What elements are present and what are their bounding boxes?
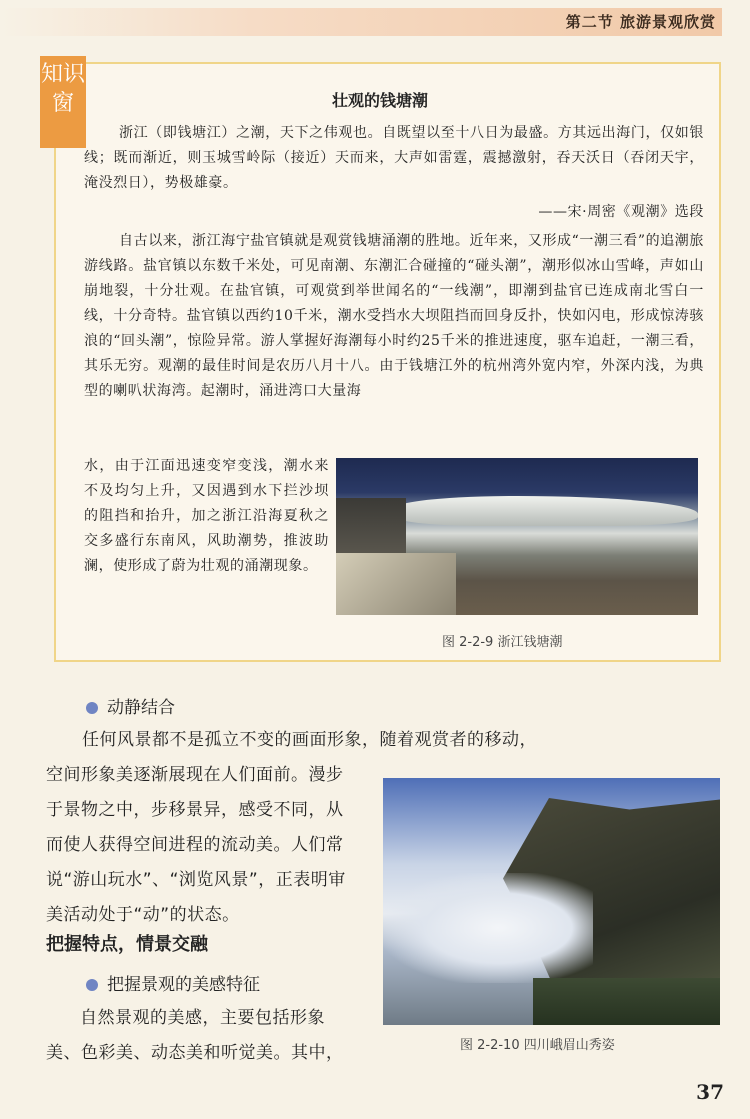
body-paragraph-2: 空间形象美逐渐展现在人们面前。漫步于景物之中，步移景异，感受不同，从而使人获得空间进程的流动美。人们常说“游山玩水”、“浏览风景”，正表明审美活动处于“动”的状态。	[46, 765, 346, 925]
knowledge-window-tag: 知识窗	[40, 56, 86, 148]
body-paragraph-1: 任何风景都不是孤立不变的画面形象，随着观赏者的移动，	[82, 730, 537, 750]
tide-description-continued: 水，由于江面迅速变窄变浅，潮水来不及均匀上升，又因遇到水下拦沙坝的阻挡和抬升，加之浙江沿海夏秋之交多盛行东南风，风助潮势，推波助澜，使形成了蔚为壮观的涌潮现象。	[84, 458, 329, 574]
section-heading: 把握特点，情景交融	[46, 934, 208, 955]
classical-quote: 浙江（即钱塘江）之潮，天下之伟观也。自既望以至十八日为最盛。方其远出海门，仅如银线；既而渐近，则玉城雪岭际（接近）天而来，大声如雷霆，震撼激射，吞天沃日（吞闭天宇，淹没烈日），势极雄豪。	[84, 125, 704, 191]
bullet-aesthetic-features	[86, 970, 260, 995]
bullet-dot-icon	[86, 702, 98, 714]
tide-description: 自古以来，浙江海宁盐官镇就是观赏钱塘涌潮的胜地。近年来，又形成“一潮三看”的追潮旅游线路。盐官镇以东数千米处，可见南潮、东潮汇合碰撞的“碰头潮”，潮形似冰山雪峰，声如山崩地裂，十分壮观。在盐官镇，可观赏到举世闻名的“一线潮”，即潮到盐官已连成南北雪白一线，十分奇特。盐官镇以西约10千米，潮水受挡水大坝阻挡而回身反扑，快如闪电，形成惊涛骇浪的“回头潮”，惊险异常。游人掌握好海潮每小时约25千米的推进速度，驱车追赶，一潮三看，其乐无穷。观潮的最佳时间是农历八月十八。由于钱塘江外的杭州湾外宽内窄，外深内浅，为典型的喇叭状海湾。起潮时，涌进湾口大量海	[84, 233, 704, 399]
bullet-label: 动静结合	[107, 698, 175, 718]
figure-caption-tide: 图 2-2-9 浙江钱塘潮	[442, 635, 563, 650]
body-paragraph-4: 美、色彩美、动态美和听觉美。其中，	[46, 1043, 344, 1063]
quote-source: ——宋·周密《观潮》选段	[538, 204, 704, 220]
qiantang-tide-photo	[336, 458, 698, 615]
emei-mountain-photo	[383, 778, 720, 1025]
knowledge-window-title: 壮观的钱塘潮	[331, 91, 428, 110]
figure-caption-emei: 图 2-2-10 四川峨眉山秀姿	[460, 1038, 615, 1053]
body-paragraph-3: 自然景观的美感，主要包括形象	[80, 1008, 325, 1028]
section-header: 第二节 旅游景观欣赏	[565, 13, 716, 31]
bullet-label: 把握景观的美感特征	[107, 975, 260, 995]
bullet-dot-icon	[86, 979, 98, 991]
page-number: 37	[696, 1080, 724, 1104]
bullet-dynamic-static	[86, 693, 175, 718]
